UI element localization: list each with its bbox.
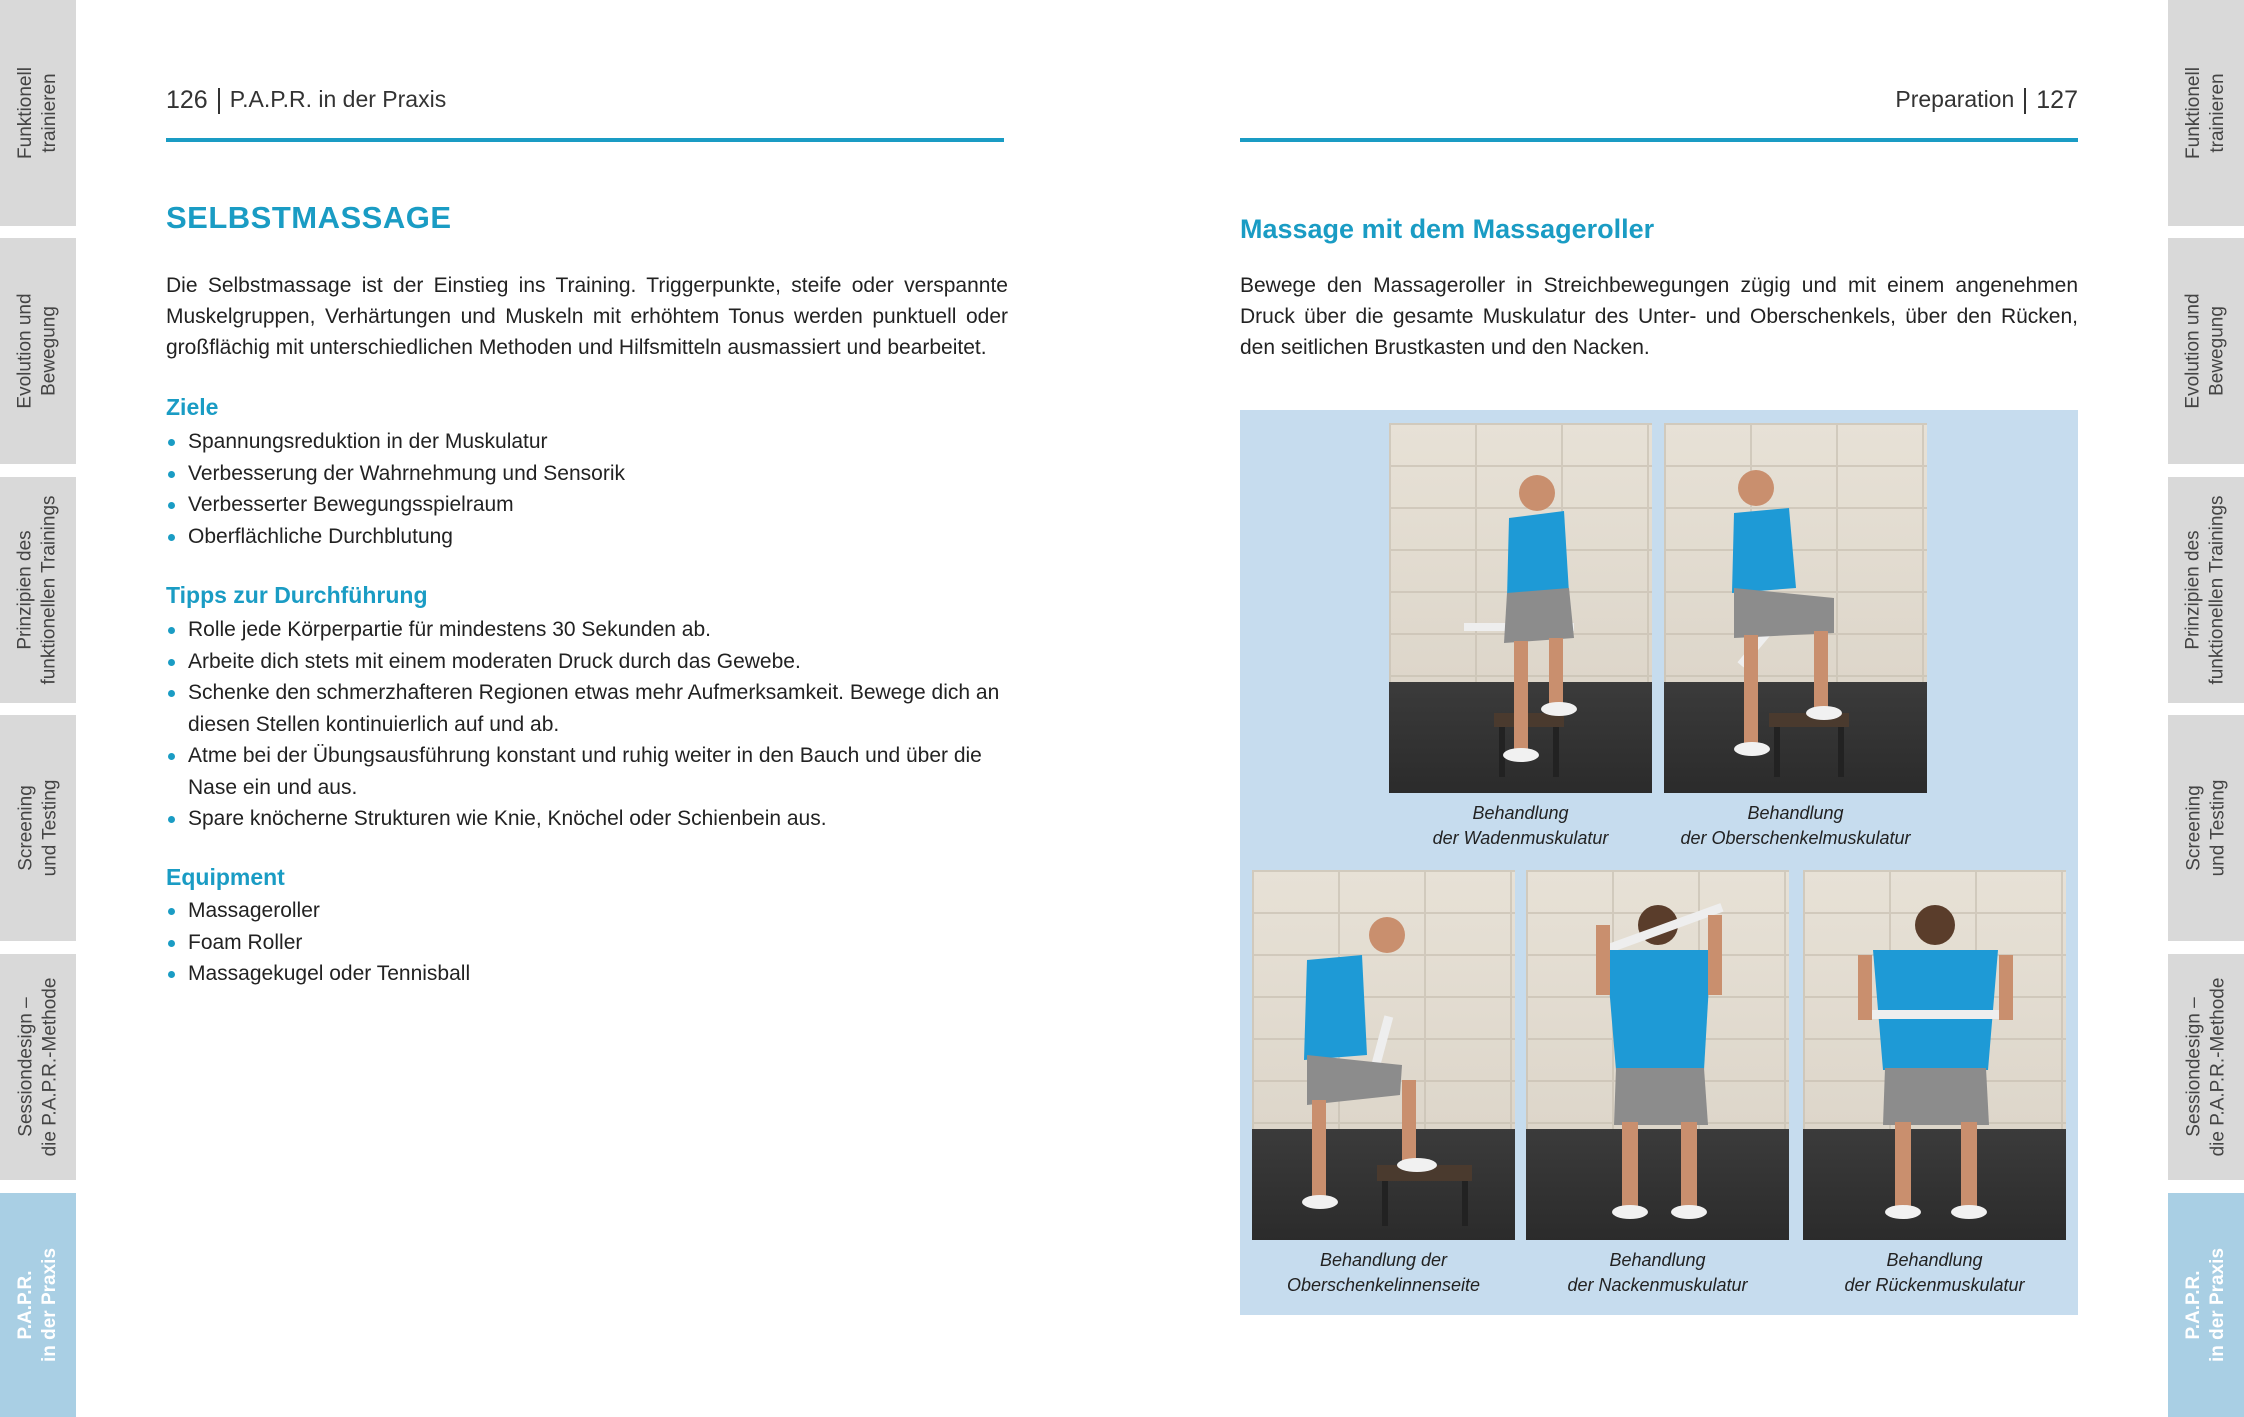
goals-list [166, 426, 1008, 552]
list-item: Spannungsreduktion in der Muskulatur [166, 426, 1008, 458]
exercise-title: Massage mit dem Massageroller [1240, 214, 1655, 244]
intro-paragraph: Die Selbstmassage ist der Einstieg ins Training. Triggerpunkte, steife oder verspannte Muskelgruppen, Verhärtungen und Muskeln mit erhöhtem Tonus werden punktuell oder großflächig mit unterschiedlichen Methoden und Hilfsmitteln ausmassiert und bearbeitet. [166, 274, 1008, 359]
running-head: P.A.P.R. in der Praxis [229, 86, 447, 112]
list-item: Massagekugel oder Tennisball [166, 958, 1008, 990]
left-chapter-tabs [0, 0, 76, 1417]
chapter-tab-papr-praxis-active[interactable]: P.A.P.R. in der Praxis [2168, 1193, 2244, 1417]
chapter-tab-sessiondesign[interactable]: Sessiondesign – die P.A.P.R.-Methode [0, 954, 76, 1180]
chapter-tab-funktionell-trainieren[interactable]: Funktionell trainieren [2168, 0, 2244, 226]
athlete-figure [1664, 423, 1927, 793]
photo-caption: Behandlung der Wadenmuskulatur [1432, 803, 1609, 848]
list-item: Rolle jede Körperpartie für mindestens 30 Sekunden ab. [166, 614, 1008, 646]
photo-neck-massage [1526, 870, 1789, 1240]
page-number: 127 [2036, 86, 2078, 114]
chapter-tab-screening[interactable]: Screening und Testing [2168, 715, 2244, 941]
list-item: Schenke den schmerzhafteren Regionen etwas mehr Aufmerksamkeit. Bewege dich an diesen Stellen kontinuierlich auf und ab. [166, 677, 1008, 740]
exercise-photo-panel [1240, 410, 2078, 1315]
chapter-tab-evolution-und-bewegung[interactable]: Evolution und Bewegung [2168, 238, 2244, 464]
running-head: Preparation [1895, 86, 2015, 112]
chapter-tab-funktionell-trainieren[interactable]: Funktionell trainieren [0, 0, 76, 226]
right-chapter-tabs [2168, 0, 2244, 1417]
chapter-tab-screening[interactable]: Screening und Testing [0, 715, 76, 941]
chapter-tab-sessiondesign[interactable]: Sessiondesign – die P.A.P.R.-Methode [2168, 954, 2244, 1180]
chapter-tab-evolution-und-bewegung[interactable]: Evolution und Bewegung [0, 238, 76, 464]
header-divider [2024, 88, 2026, 114]
chapter-tab-prinzipien[interactable]: Prinzipien des funktionellen Trainings [0, 477, 76, 703]
list-item: Arbeite dich stets mit einem moderaten Druck durch das Gewebe. [166, 646, 1008, 678]
list-item: Atme bei der Übungsausführung konstant und ruhig weiter in den Bauch und über die Nase ein und aus. [166, 740, 1008, 803]
list-item: Oberflächliche Durchblutung [166, 521, 1008, 553]
athlete-figure [1389, 423, 1652, 793]
athlete-figure [1803, 870, 2066, 1240]
athlete-figure [1252, 870, 1515, 1240]
list-item: Verbesserung der Wahrnehmung und Sensorik [166, 458, 1008, 490]
photo-caption: Behandlung der Oberschenkelinnenseite [1286, 1250, 1481, 1295]
left-page-header [166, 86, 1004, 142]
list-item: Verbesserter Bewegungsspielraum [166, 489, 1008, 521]
list-item: Massageroller [166, 895, 1008, 927]
tips-list [166, 614, 1008, 835]
photo-caption: Behandlung der Rückenmuskulatur [1844, 1250, 2025, 1295]
list-item: Foam Roller [166, 927, 1008, 959]
photo-thigh-massage [1664, 423, 1927, 793]
equipment-heading: Equipment [166, 864, 285, 890]
equipment-list [166, 895, 1008, 990]
goals-heading: Ziele [166, 394, 219, 420]
header-divider [218, 88, 220, 114]
chapter-tab-papr-praxis-active[interactable]: P.A.P.R. in der Praxis [0, 1193, 76, 1417]
right-page-header [1240, 86, 2078, 142]
page-number: 126 [166, 86, 208, 114]
tips-heading: Tipps zur Durchführung [166, 582, 428, 608]
list-item: Spare knöcherne Strukturen wie Knie, Knöchel oder Schienbein aus. [166, 803, 1008, 835]
section-title: SELBSTMASSAGE [166, 200, 452, 235]
photo-back-massage [1803, 870, 2066, 1240]
photo-caption: Behandlung der Nackenmuskulatur [1567, 1250, 1748, 1295]
exercise-description: Bewege den Massageroller in Streichbewegungen zügig und mit einem angenehmen Druck über die gesamte Muskulatur des Unter- und Oberschenkels, über den Rücken, den seitlichen Brustkasten und den Nacken. [1240, 274, 2078, 359]
athlete-figure [1526, 870, 1789, 1240]
photo-calf-massage [1389, 423, 1652, 793]
photo-caption: Behandlung der Oberschenkelmuskulatur [1680, 803, 1911, 848]
chapter-tab-prinzipien[interactable]: Prinzipien des funktionellen Trainings [2168, 477, 2244, 703]
photo-inner-thigh-massage [1252, 870, 1515, 1240]
